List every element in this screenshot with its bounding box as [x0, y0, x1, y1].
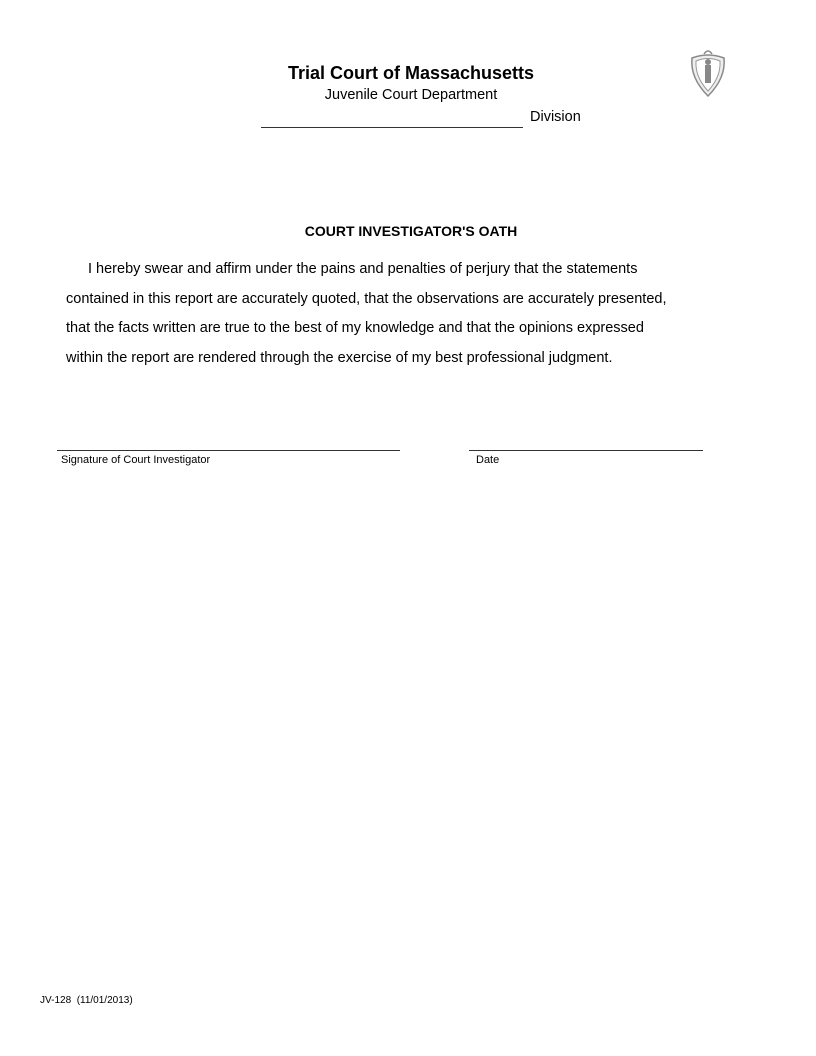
department-name: Juvenile Court Department [324, 87, 498, 103]
division-field[interactable] [261, 127, 523, 128]
oath-heading: COURT INVESTIGATOR'S OATH [304, 223, 518, 239]
oath-line: that the facts written are true to the best of my knowledge and that the opinions expressed [66, 320, 644, 336]
form-id: JV-128 (11/01/2013) [40, 995, 133, 1006]
date-label: Date [476, 454, 500, 466]
massachusetts-seal-icon [684, 48, 732, 100]
signature-label: Signature of Court Investigator [61, 454, 211, 466]
date-field[interactable] [469, 450, 703, 451]
oath-line: contained in this report are accurately quoted, that the observations are accurately presented, [66, 291, 667, 307]
division-label: Division [530, 109, 581, 125]
court-title: Trial Court of Massachusetts [287, 63, 535, 83]
oath-line: I hereby swear and affirm under the pains and penalties of perjury that the statements [88, 261, 638, 277]
oath-line: within the report are rendered through the exercise of my best professional judgment. [66, 350, 613, 366]
signature-field[interactable] [57, 450, 400, 451]
